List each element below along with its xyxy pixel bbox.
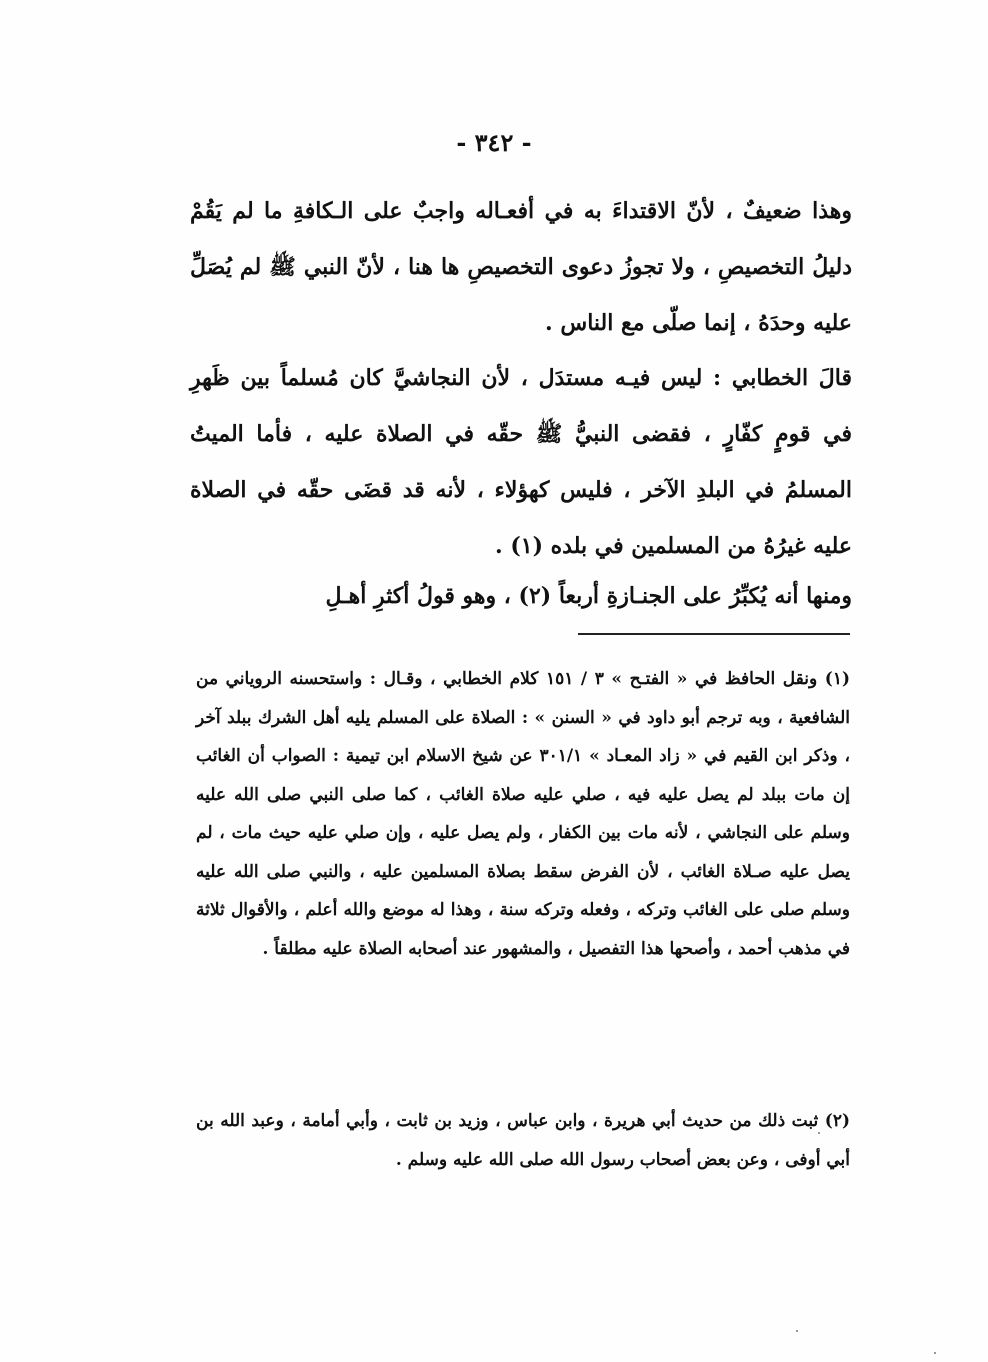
scan-speck xyxy=(818,1132,820,1134)
body-paragraph-3: ومنها أنه يُكبِّرُ على الجنـازةِ أربعاً (٢) ، وهو قولُ أكثرِ أهـلِ xyxy=(325,583,852,609)
scan-speck xyxy=(934,1352,936,1354)
footnote-1: (١) ونقل الحافظ في « الفتـح » ٣ / ١٥١ كلام الخطابي ، وقـال : واستحسنه الروياني من الشافعية ، وبه ترجم أبو داود في « السنن » : الصلاة على المسلم يليه أهل الشرك ببلد آخر ، وذكر ابن القيم في « زاد المعـاد » ٣٠١/١ عن شيخ الاسلام ابن تيمية : الصواب أن الغائب إن مات ببلد لم يصل عليه فيه ، صلي عليه صلاة الغائب ، كما صلى النبي صلى الله عليه وسلم على النجاشي ، لأنه مات بين الكفار ، ولم يصل عليه ، وإن صلي عليه حيث مات ، لم يصل عليه صـلاة الغائب ، لأن الفرض سقط بصلاة المسلمين عليه ، والنبي صلى الله عليه وسلم صلى على الغائب وتركه ، وفعله وتركه سنة ، وهذا له موضع والله أعلم ، والأقوال ثلاثة في مذهب أحمد ، وأصحها هذا التفصيل ، والمشهور عند أصحابه الصلاة عليه مطلقاً . xyxy=(196,669,850,959)
page-number: - ٣٤٢ - xyxy=(456,128,532,157)
scan-speck xyxy=(796,1330,798,1332)
body-paragraph-1: وهذا ضعيفٌ ، لأنّ الاقتداءَ به في أفعـاله واجبٌ على الـكافةِ ما لم يَقُمْ دليلُ التخصيصِ ، ولا تجوزُ دعوى التخصيصِ ها هنا ، لأنّ النبي ﷺ لم يُصَلِّ عليه وحدَهُ ، إنما صلّى مع الناس . xyxy=(190,198,852,336)
footnote-divider xyxy=(578,633,850,635)
body-paragraph-2: قالَ الخطابي : ليس فيـه مستدَل ، لأن النجاشيَّ كان مُسلماً بين ظَهرِ في قومٍ كفّارٍ ، فقضى النبيُّ ﷺ حقّه في الصلاة عليه ، فأما الميتُ المسلمُ في البلدِ الآخر ، فليس كهؤلاء ، لأنه قد قضَى حقّه في الصلاة عليه غيرُهُ من المسلمين في بلده (١) . xyxy=(190,365,852,559)
footnote-2: (٢) ثبت ذلك من حديث أبي هريرة ، وابن عباس ، وزيد بن ثابت ، وأبي أمامة ، وعبد الله بن أبي أوفى ، وعن بعض أصحاب رسول الله صلى الله عليه وسلم . xyxy=(196,1111,850,1170)
